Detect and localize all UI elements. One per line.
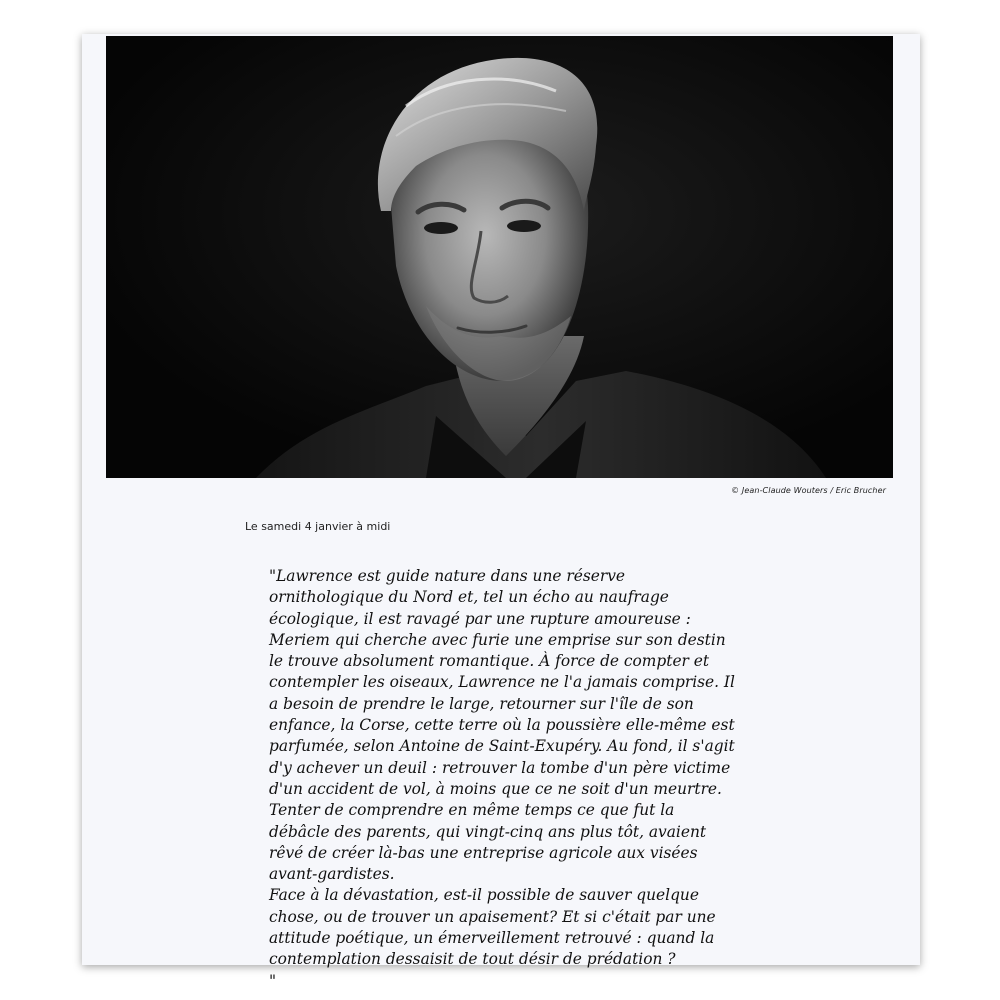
description-closing-quote: " xyxy=(269,971,277,990)
description-paragraph-1: "Lawrence est guide nature dans une réserve ornithologique du Nord et, tel un écho au naufrage écologique, il est ravagé par une rupture amoureuse : Meriem qui cherche avec furie une emprise sur son destin le trouve absolument romantique. À force de compter et contempler les oiseaux, Lawrence ne l'a jamais comprise. Il a besoin de prendre le large, retourner sur l'île de son enfance, la Corse, cette terre où la poussière elle-même est parfumée, selon Antoine de Saint-Exupéry. Au fond, il s'agit d'y achever un deuil : retrouver la tombe d'un père victime d'un accident de vol, à moins que ce ne soit d'un meurtre. Tenter de comprendre en même temps ce que fut la débâcle des parents, qui vingt-cinq ans plus tôt, avaient rêvé de créer là-bas une entreprise agricole aux visées avant-gardistes. xyxy=(269,567,735,884)
description-paragraph-2: Face à la dévastation, est-il possible de sauver quelque chose, ou de trouver un apaisement? Et si c'était par une attitude poétique, un émerveillement retrouvé : quand la contemplation dessaisit de tout désir de prédation ? xyxy=(269,886,716,969)
portrait-image xyxy=(106,36,893,478)
event-date: Le samedi 4 janvier à midi xyxy=(245,520,391,533)
event-description xyxy=(269,566,739,992)
photo-credit: © Jean-Claude Wouters / Eric Brucher xyxy=(731,486,886,495)
hero-photo xyxy=(106,36,893,478)
page-card xyxy=(82,34,920,990)
